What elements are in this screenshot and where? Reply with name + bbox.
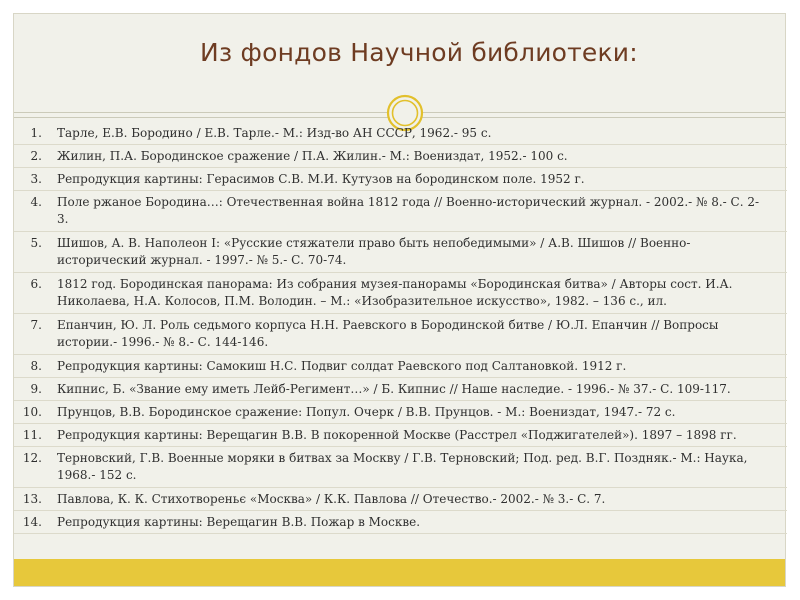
list-item	[14, 378, 787, 401]
item-number: 7.	[30, 318, 42, 332]
bibliography-list	[14, 122, 787, 534]
list-item	[14, 122, 787, 145]
item-text: Павлова, К. К. Стихотвореньє «Москва» / К.К. Павлова // Отечество.- 2002.- № 3.- С. 7.	[57, 492, 606, 506]
item-number: 10.	[22, 405, 42, 419]
item-text: Кипнис, Б. «Звание ему иметь Лейб-Регимент…» / Б. Кипнис // Наше наследие. - 1996.- № 37.- С. 109-117.	[57, 382, 731, 396]
slide	[13, 13, 786, 587]
list-item	[14, 145, 787, 168]
slide-title: Из фондов Научной библиотеки:	[200, 38, 638, 67]
item-text: Епанчин, Ю. Л. Роль седьмого корпуса Н.Н. Раевского в Бородинской битве / Ю.Л. Епанчин // Вопросы истории.- 1996.- № 8.- С. 144-146.	[57, 318, 719, 349]
item-text: Жилин, П.А. Бородинское сражение / П.А. Жилин.- М.: Воениздат, 1952.- 100 с.	[57, 149, 568, 163]
item-text: Прунцов, В.В. Бородинское сражение: Попул. Очерк / В.В. Прунцов. - М.: Воениздат, 1947.- 72 с.	[57, 405, 676, 419]
item-text: Шишов, А. В. Наполеон I: «Русские стяжатели право быть непобедимыми» / А.В. Шишов // Военно-исторический журнал. - 1997.- № 5.- С. 70-74.	[57, 236, 691, 267]
item-text: Тарле, Е.В. Бородино / Е.В. Тарле.- М.: Изд-во АН СССР, 1962.- 95 с.	[57, 126, 492, 140]
list-item	[14, 355, 787, 378]
item-number: 8.	[30, 359, 42, 373]
item-text: Поле ржаное Бородина…: Отечественная война 1812 года // Военно-исторический журнал. - 2002.- № 8.- С. 2-3.	[57, 195, 760, 226]
title-band	[14, 14, 785, 105]
item-text: Репродукция картины: Верещагин В.В. В покоренной Москве (Расстрел «Поджигателей»). 1897 – 1898 гг.	[57, 428, 737, 442]
list-item	[14, 314, 787, 355]
item-number: 13.	[22, 492, 42, 506]
item-number: 11.	[22, 428, 42, 442]
list-item	[14, 191, 787, 232]
list-item	[14, 447, 787, 488]
list-item	[14, 424, 787, 447]
item-number: 12.	[22, 451, 42, 465]
list-item	[14, 168, 787, 191]
item-text: Терновский, Г.В. Военные моряки в битвах за Москву / Г.В. Терновский; Под. ред. В.Г. Поздняк.- М.: Наука, 1968.- 152 с.	[57, 451, 748, 482]
item-text: 1812 год. Бородинская панорама: Из собрания музея-панорамы «Бородинская битва» / Авторы сост. И.А. Николаева, Н.А. Колосов, П.М. Володин. – М.: «Изобразительное искусство», 1982. – 136 с., ил.	[57, 277, 733, 308]
item-number: 3.	[30, 172, 42, 186]
item-number: 1.	[30, 126, 42, 140]
list-item	[14, 488, 787, 511]
item-text: Репродукция картины: Верещагин В.В. Пожар в Москве.	[57, 515, 421, 529]
item-number: 4.	[30, 195, 42, 209]
list-item	[14, 232, 787, 273]
item-number: 6.	[30, 277, 42, 291]
list-item	[14, 511, 787, 534]
item-number: 14.	[22, 515, 42, 529]
footer-band	[14, 559, 785, 586]
list-item	[14, 401, 787, 424]
list-item	[14, 273, 787, 314]
item-text: Репродукция картины: Герасимов С.В. М.И. Кутузов на бородинском поле. 1952 г.	[57, 172, 585, 186]
item-number: 5.	[30, 236, 42, 250]
item-text: Репродукция картины: Самокиш Н.С. Подвиг солдат Раевского под Салтановкой. 1912 г.	[57, 359, 627, 373]
item-number: 9.	[30, 382, 42, 396]
item-number: 2.	[30, 149, 42, 163]
